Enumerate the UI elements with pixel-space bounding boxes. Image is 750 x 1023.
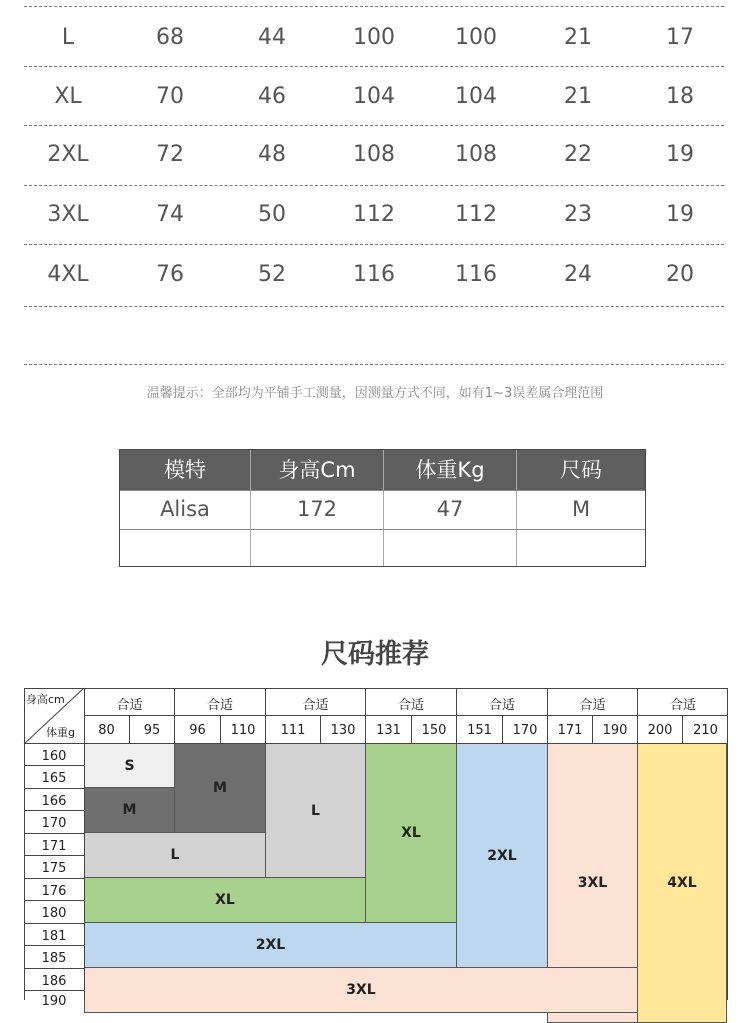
weight-value: 150 (421, 723, 447, 738)
header-height: 身高Cm (278, 458, 356, 482)
size-block-label: 2XL (255, 937, 286, 953)
grid-line (24, 945, 84, 946)
table-cell: 20 (666, 262, 694, 287)
table-cell: 116 (455, 262, 497, 287)
weight-value: 130 (330, 723, 356, 738)
grid-line (24, 765, 84, 766)
table-cell: 112 (455, 202, 497, 227)
model-name: Alisa (160, 497, 210, 521)
table-cell: 74 (156, 202, 184, 227)
weight-value: 200 (647, 723, 673, 738)
header-size: 尺码 (560, 458, 602, 482)
fit-label: 合适 (397, 698, 424, 713)
size-block-label: M (122, 802, 137, 818)
table-cell: 18 (666, 84, 694, 109)
table-cell: 72 (156, 142, 184, 167)
size-recommend-grid (24, 688, 728, 1009)
table-cell: 68 (156, 25, 184, 50)
weight-value: 111 (280, 723, 306, 738)
grid-line (24, 900, 84, 901)
height-value: 176 (41, 884, 67, 899)
height-value: 160 (41, 749, 67, 764)
weight-value: 96 (189, 723, 206, 738)
table-cell: 70 (156, 84, 184, 109)
grid-line (24, 855, 84, 856)
size-block-label: 4XL (667, 875, 697, 891)
table-cell: 76 (156, 262, 184, 287)
height-value: 165 (41, 771, 67, 786)
grid-line (24, 833, 84, 834)
divider (24, 244, 724, 245)
height-value: 180 (41, 906, 67, 921)
header-weight: 体重Kg (415, 458, 485, 482)
size-cell: XL (54, 84, 82, 109)
weight-value: 110 (230, 723, 256, 738)
divider (24, 66, 724, 67)
height-value: 186 (41, 974, 67, 989)
size-block-label: 3XL (577, 875, 608, 891)
corner-weight-label: 体重g (46, 726, 75, 739)
height-value: 170 (41, 816, 67, 831)
size-block-label: L (311, 802, 320, 819)
table-row (24, 255, 724, 295)
table-cell: 48 (258, 142, 286, 167)
size-block-label: XL (215, 892, 235, 908)
table-cell: 100 (455, 25, 497, 50)
size-block-label: XL (401, 825, 421, 841)
size-block-label: M (213, 780, 227, 796)
divider (24, 306, 724, 307)
size-block-label: 2XL (487, 847, 517, 864)
measurement-tip: 温馨提示：全部均为平铺手工测量，因测量方式不同，如有1~3误差属合理范围 (146, 386, 604, 401)
height-value: 175 (41, 861, 67, 876)
size-cell: 2XL (47, 142, 89, 167)
grid-line (24, 878, 84, 879)
grid-line (24, 923, 84, 924)
height-value: 166 (41, 794, 67, 809)
grid-line (84, 715, 728, 716)
table-cell: 21 (564, 84, 592, 109)
size-block-label: S (124, 757, 135, 774)
table-cell: 22 (564, 142, 592, 167)
weight-value: 190 (602, 723, 628, 738)
fit-label: 合适 (116, 698, 143, 713)
row-divider (120, 529, 645, 530)
weight-value: 80 (98, 723, 115, 738)
table-cell: 19 (666, 202, 694, 227)
weight-value: 131 (376, 723, 401, 738)
table-cell: 116 (353, 262, 395, 287)
model-table (119, 449, 646, 567)
divider (24, 125, 724, 126)
table-cell: 24 (564, 262, 592, 287)
grid-line (24, 788, 84, 789)
table-cell: 108 (455, 142, 497, 167)
table-cell: 108 (353, 142, 395, 167)
height-value: 185 (41, 951, 67, 966)
height-value: 171 (41, 839, 67, 854)
table-cell: 52 (258, 262, 286, 287)
table-cell: 44 (258, 25, 286, 50)
grid-line (24, 990, 84, 991)
table-cell: 104 (353, 84, 395, 109)
divider (24, 364, 724, 365)
fit-label: 合适 (302, 698, 329, 713)
weight-value: 171 (557, 723, 583, 738)
table-cell: 50 (258, 202, 286, 227)
table-cell: 23 (564, 202, 592, 227)
size-block-label: L (170, 847, 180, 863)
weight-value: 170 (512, 723, 538, 738)
table-cell: 104 (455, 84, 497, 109)
divider (24, 6, 724, 7)
size-block-label: 3XL (346, 982, 376, 998)
grid-line (24, 810, 84, 811)
corner-height-label: 身高cm (26, 693, 65, 706)
table-cell: 21 (564, 25, 592, 50)
grid-line (84, 743, 728, 744)
fit-label: 合适 (669, 698, 696, 713)
divider (24, 185, 724, 186)
model-size: M (571, 497, 591, 521)
table-row (24, 18, 724, 58)
height-value: 190 (41, 994, 67, 1009)
height-value: 181 (41, 929, 67, 944)
fit-label: 合适 (488, 698, 515, 713)
weight-value: 95 (143, 723, 161, 738)
size-cell: 3XL (47, 202, 89, 227)
model-height: 172 (296, 497, 338, 521)
table-cell: 19 (666, 142, 694, 167)
table-row (24, 195, 724, 235)
fit-label: 合适 (579, 698, 606, 713)
table-cell: 112 (353, 202, 395, 227)
fit-label: 合适 (206, 698, 233, 713)
grid-line (24, 968, 84, 969)
size-recommend-title: 尺码推荐 (321, 639, 429, 670)
weight-value: 151 (467, 723, 492, 738)
table-cell: 100 (353, 25, 395, 50)
model-weight: 47 (436, 497, 464, 521)
table-row (24, 77, 724, 117)
table-cell: 17 (666, 25, 694, 50)
size-cell: 4XL (47, 262, 89, 287)
table-cell: 46 (258, 84, 286, 109)
table-row (24, 135, 724, 175)
weight-value: 210 (693, 723, 718, 738)
size-cell: L (61, 25, 75, 50)
header-model: 模特 (164, 458, 206, 482)
